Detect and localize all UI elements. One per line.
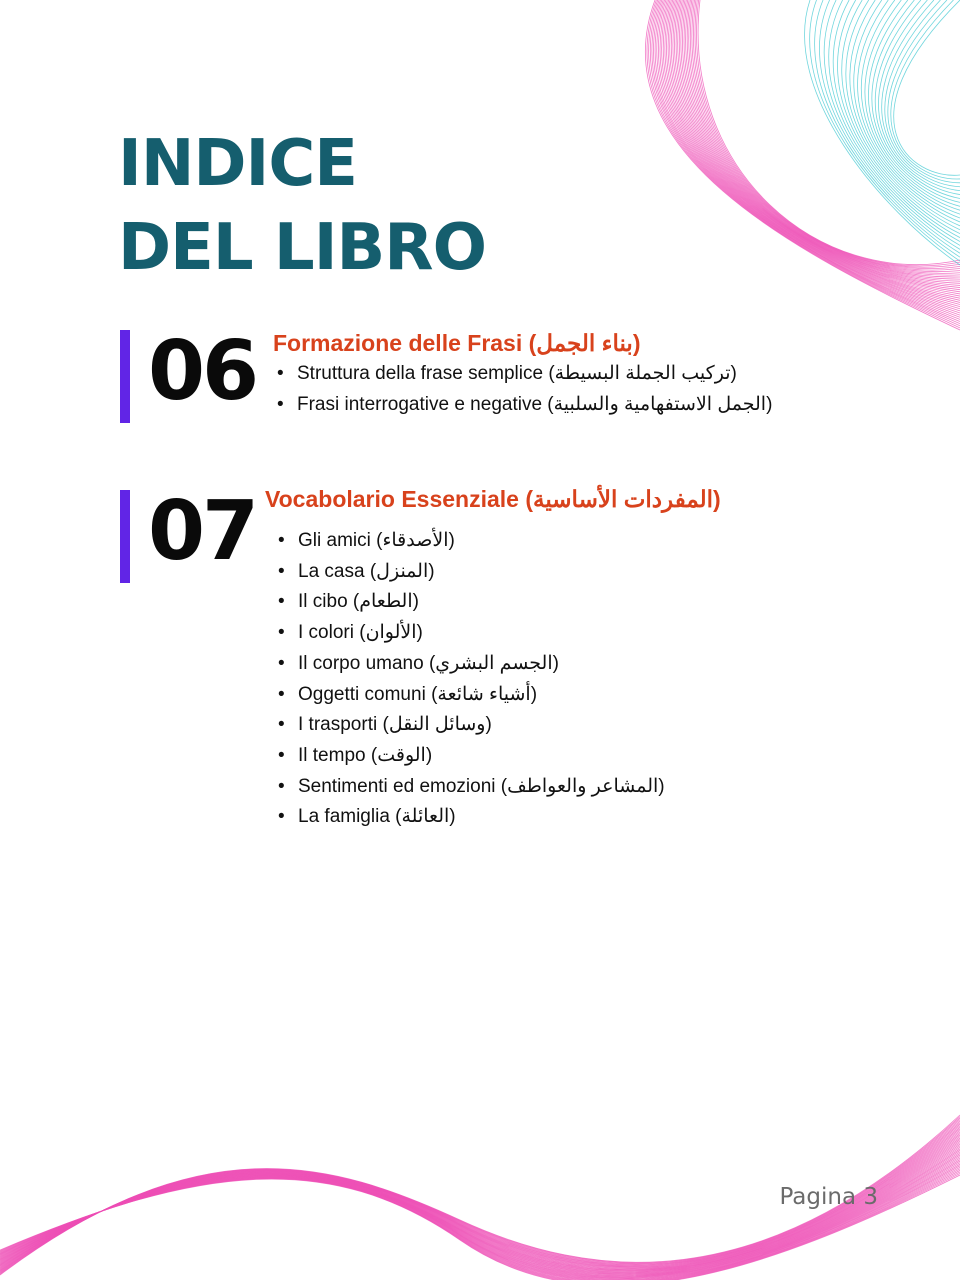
list-item: • I colori (الألوان)	[276, 618, 665, 649]
list-item: • La casa (المنزل)	[276, 557, 665, 588]
topic-list	[275, 358, 772, 420]
list-item: • Sentimenti ed emozioni (المشاعر والعواطف)	[276, 772, 665, 803]
chapter-number: 07	[148, 484, 257, 579]
chapter-accent-bar	[120, 330, 130, 423]
chapter-number: 06	[148, 324, 257, 419]
list-item: • Gli amici (الأصدقاء)	[276, 526, 665, 557]
wave-line	[0, 1147, 960, 1274]
page-title	[118, 122, 486, 290]
topic-list	[276, 526, 665, 833]
list-item: • Il corpo umano (الجسم البشري)	[276, 649, 665, 680]
title-line-2: DEL LIBRO	[118, 211, 486, 285]
wave-line	[0, 1150, 960, 1275]
page-number: Pagina 3	[779, 1184, 878, 1210]
wave-line	[888, 0, 960, 183]
list-item: • Struttura della frase semplice (تركيب الجملة البسيطة)	[275, 358, 772, 389]
title-line-1: INDICE	[118, 127, 357, 201]
wave-line	[0, 1152, 960, 1276]
wave-line	[891, 0, 960, 179]
wave-line	[0, 1153, 960, 1276]
wave-line	[868, 0, 960, 206]
wave-line	[697, 0, 960, 266]
wave-line	[894, 0, 960, 175]
top-right-wave	[645, 0, 960, 330]
wave-line	[693, 0, 960, 269]
list-item: • Il cibo (الطعام)	[276, 587, 665, 618]
list-item: • Oggetti comuni (أشياء شائعة)	[276, 680, 665, 711]
list-item: • Frasi interrogative e negative (الجمل الاستفهامية والسلبية)	[275, 389, 772, 420]
chapter-heading: Formazione delle Frasi (بناء الجمل)	[273, 330, 641, 356]
wave-line	[838, 0, 960, 238]
list-item: • La famiglia (العائلة)	[276, 802, 665, 833]
wave-line	[0, 1155, 960, 1278]
wave-line	[0, 1149, 960, 1275]
chapter-accent-bar	[120, 490, 130, 583]
chapter-heading: Vocabolario Essenziale (المفردات الأساسية)	[265, 486, 721, 512]
list-item: • Il tempo (الوقت)	[276, 741, 665, 772]
list-item: • I trasporti (وسائل النقل)	[276, 710, 665, 741]
